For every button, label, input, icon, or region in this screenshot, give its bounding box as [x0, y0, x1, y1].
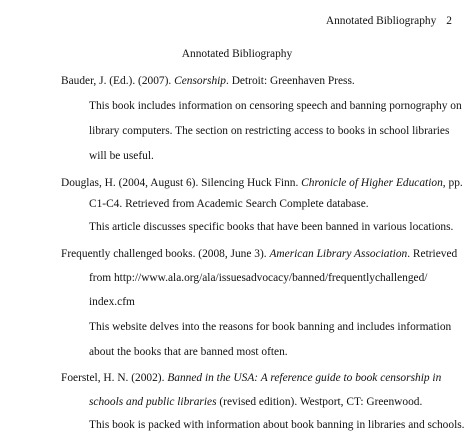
citation-line: Douglas, H. (2004, August 6). Silencing Huck Finn. Chronicle of Higher Education, pp. — [61, 177, 463, 189]
page-title: Annotated Bibliography — [181, 48, 293, 60]
running-header — [326, 15, 452, 27]
citation-line: C1-C4. Retrieved from Academic Search Complete database. — [89, 198, 369, 210]
annotation-line: about the books that are banned most often. — [89, 346, 288, 358]
citation-line: schools and public libraries (revised edition). Westport, CT: Greenwood. — [89, 396, 423, 408]
citation-line: Foerstel, H. N. (2002). Banned in the USA: A reference guide to book censorship in — [61, 372, 442, 384]
citation-line: index.cfm — [89, 296, 135, 308]
citation-line: from http://www.ala.org/ala/issuesadvocacy/banned/frequentlychallenged/ — [89, 272, 428, 284]
annotation-line: This website delves into the reasons for book banning and includes information — [89, 321, 452, 333]
page-number: 2 — [446, 15, 452, 27]
annotation-line: library computers. The section on restricting access to books in school libraries — [89, 125, 450, 137]
annotation-line: This book includes information on censoring speech and banning pornography on — [89, 100, 462, 112]
annotation-line: This book is packed with information about book banning in libraries and schools. — [89, 419, 465, 431]
running-head: Annotated Bibliography — [325, 15, 437, 27]
citation-line: Frequently challenged books. (2008, June 3). American Library Association. Retrieved — [61, 248, 458, 260]
citation-line: Bauder, J. (Ed.). (2007). Censorship. Detroit: Greenhaven Press. — [61, 75, 355, 87]
annotation-line: will be useful. — [89, 150, 154, 162]
annotation-line: This article discusses specific books that have been banned in various locations. — [89, 221, 454, 233]
